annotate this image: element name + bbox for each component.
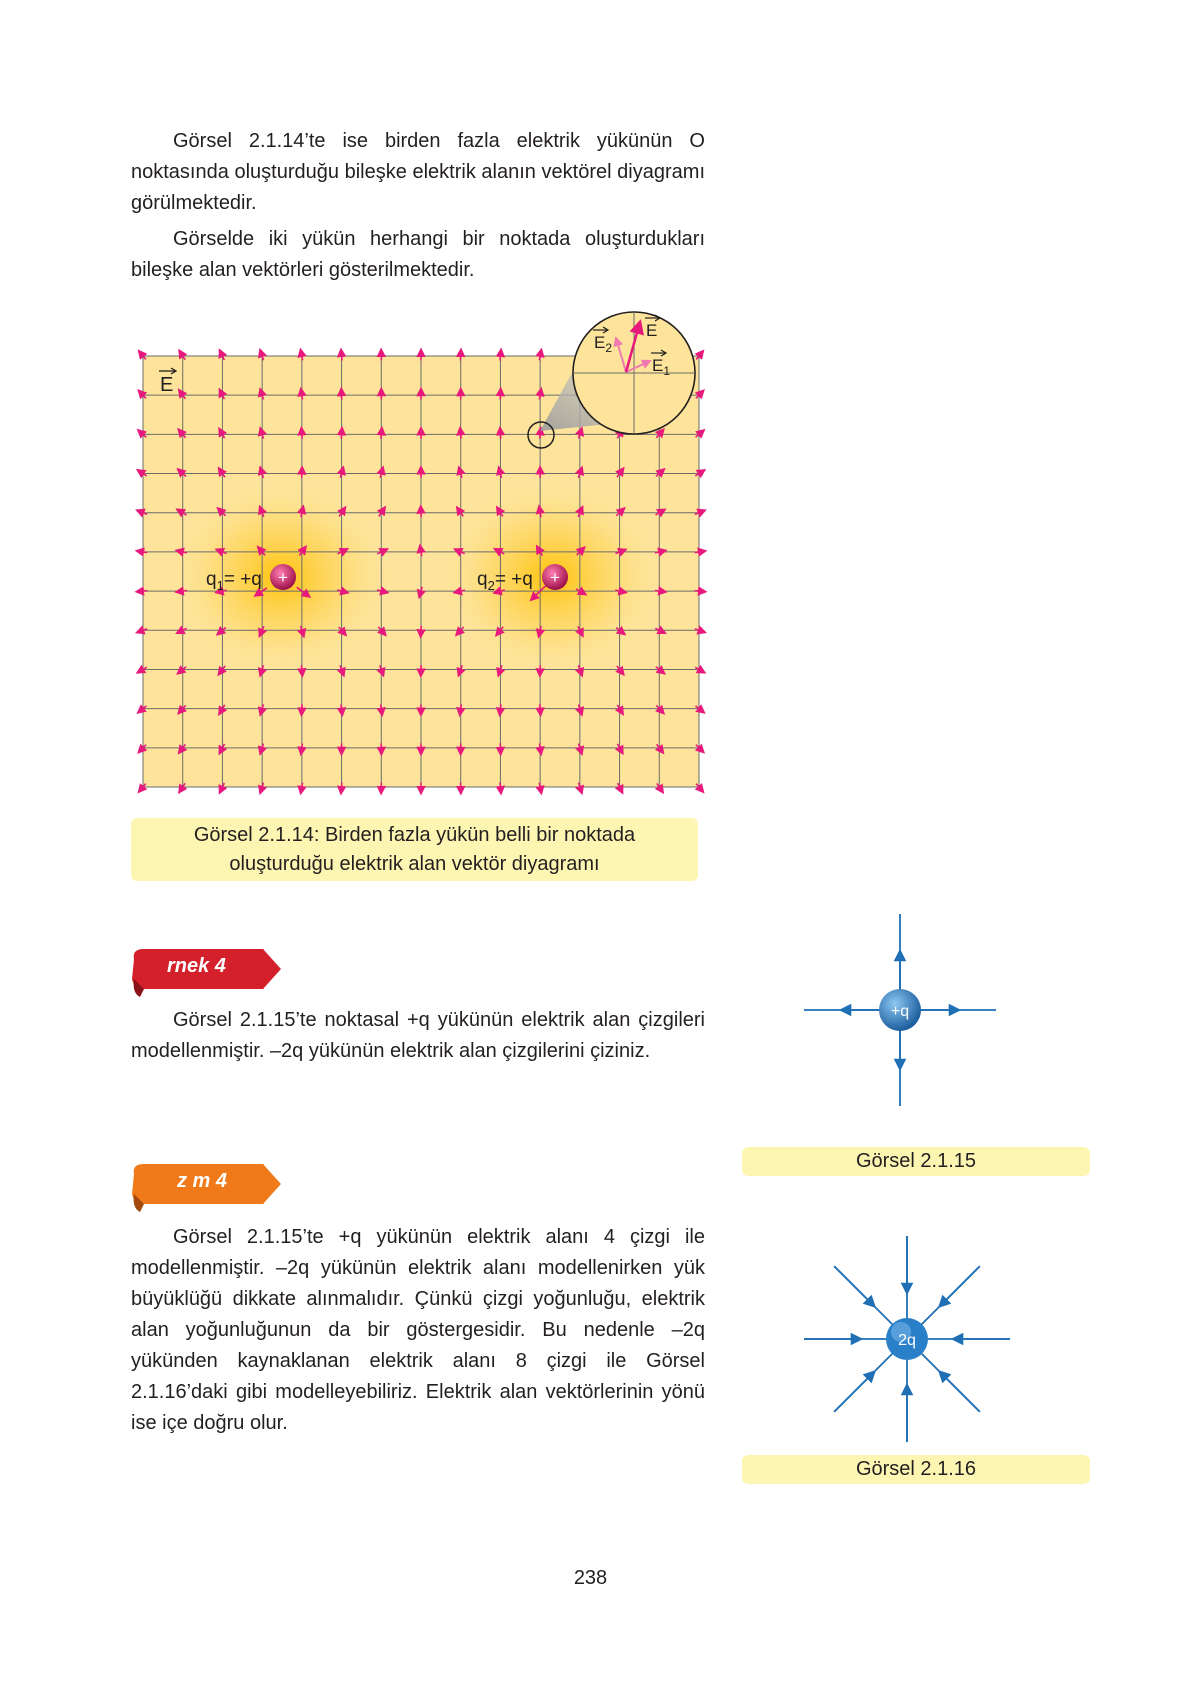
figure-2-1-16-caption: Görsel 2.1.16 — [742, 1455, 1090, 1484]
field-vector-arrow — [696, 351, 703, 360]
field-vector-arrow — [540, 428, 541, 439]
field-vector-arrow — [696, 784, 703, 792]
svg-text:E2: $E_2$ — [594, 333, 613, 355]
figure-2-1-14 — [0, 0, 1181, 830]
field-vector-arrow — [301, 428, 302, 439]
field-vector-arrow — [540, 704, 541, 715]
svg-text:E: E — [646, 321, 658, 340]
charge-plus-q-label: +q — [890, 1003, 910, 1020]
svg-text:E: E — [160, 374, 174, 396]
field-vector-arrow — [500, 428, 501, 439]
field-vector-arrow — [695, 591, 706, 592]
field-vector-arrow — [341, 349, 342, 360]
field-vector-arrow — [500, 349, 501, 360]
field-vector-arrow — [381, 428, 382, 439]
figure-2-1-15-caption: Görsel 2.1.15 — [742, 1147, 1090, 1176]
field-line-arrow — [834, 1266, 871, 1303]
field-vector-arrow — [139, 351, 146, 360]
svg-text:q1= +q: $q_1= +q$ — [206, 569, 262, 593]
field-vector-arrow — [500, 389, 501, 400]
field-vector-arrow — [302, 704, 303, 715]
caption-line-2: oluşturduğu elektrik alan vektör diyagramı — [229, 853, 600, 875]
field-vector-arrow — [302, 665, 303, 676]
field-vector-arrow — [421, 506, 422, 517]
figure-2-1-14-caption — [131, 818, 698, 881]
solution-ribbon-label: z m 4 — [177, 1170, 228, 1192]
caption-line-1: Görsel 2.1.14: Birden fazla yükün belli bir noktada — [193, 824, 636, 846]
svg-text:q2= +q: $q_2= +q$ — [477, 569, 533, 593]
example-ribbon-label: rnek 4 — [167, 955, 226, 977]
intro-paragraph-1: Görsel 2.1.14’te ise birden fazla elektrik yükünün O noktasında oluşturduğu bileşke elektrik alanın vektörel diyagramı görülmektedir. — [131, 130, 705, 214]
intro-paragraph-2: Görselde iki yükün herhangi bir noktada oluşturdukları bileşke alan vektörleri gösterilmektedir. — [131, 228, 705, 281]
example-text: Görsel 2.1.15’te noktasal +q yükünün elektrik alan çizgileri modellenmiştir. –2q yükünün elektrik alan çizgilerini çiziniz. — [131, 1009, 705, 1062]
field-line-arrow — [834, 1374, 871, 1411]
field-vector-arrow — [421, 626, 422, 637]
field-vector-arrow — [341, 428, 342, 439]
field-vector-arrow — [461, 349, 462, 360]
svg-text:E1: $E_1$ — [652, 356, 671, 378]
figure-2-1-15 — [790, 910, 1010, 1110]
field-line-arrow — [942, 1374, 979, 1411]
svg-text:+: + — [278, 568, 288, 587]
page-number: 238 — [573, 1567, 608, 1589]
svg-text:+: + — [550, 568, 560, 587]
field-line-arrow — [942, 1266, 979, 1303]
field-vector-arrow — [500, 783, 501, 794]
charge-2q-label: 2q — [898, 1332, 916, 1349]
field-vector-arrow — [136, 591, 147, 592]
solution-text: Görsel 2.1.15’te +q yükünün elektrik alanı 4 çizgi ile modellenmiştir. –2q yükünün elektrik alanı modellenirken yük büyüklüğü dikkate alınmalıdır. Çünkü çizgi yoğunluğu, elektrik alan yoğunluğunun da bir göstergesidir. Bu nedenle –2q yükünden kaynaklanan elektrik alanı 8 çizgi ile Görsel 2.1.16’daki gibi modelleyebiliriz. Elektrik alan vektörlerinin yönü ise içe doğru olur. — [131, 1226, 705, 1434]
figure-2-1-16 — [800, 1232, 1015, 1447]
field-vector-arrow — [139, 784, 146, 792]
field-vector-arrow — [341, 783, 342, 794]
field-vector-arrow — [540, 665, 541, 676]
field-vector-arrow — [460, 428, 461, 439]
